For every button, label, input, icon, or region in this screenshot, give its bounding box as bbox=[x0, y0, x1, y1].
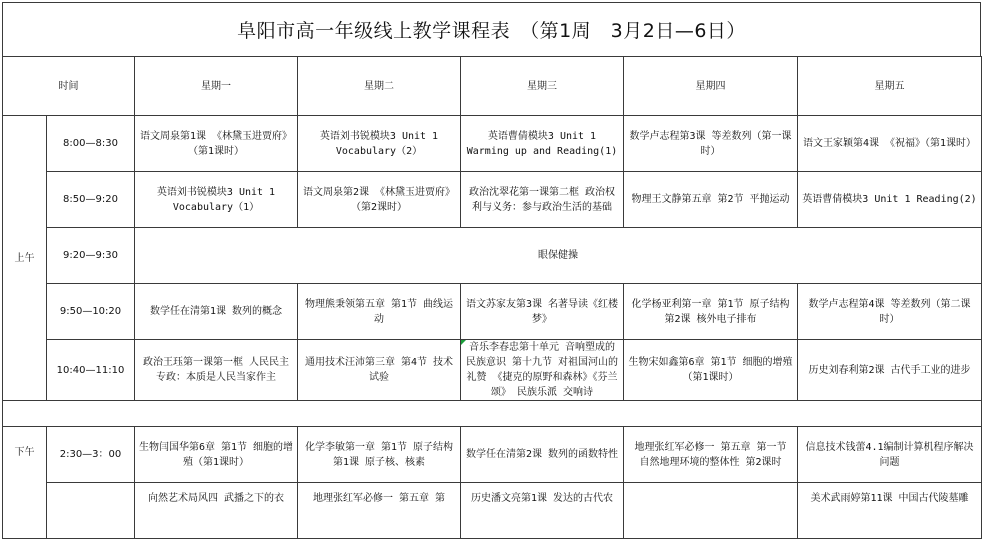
table-row bbox=[3, 284, 982, 340]
course-cell: 数学卢志程第4课 等差数列（第二课时） bbox=[798, 284, 982, 340]
course-cell: 语文周泉第1课 《林黛玉进贾府》（第1课时） bbox=[135, 116, 298, 172]
course-cell: 语文王家颖第4课 《祝福》（第1课时） bbox=[798, 116, 982, 172]
table-row bbox=[3, 340, 982, 401]
table-row bbox=[3, 172, 982, 228]
header-time: 时间 bbox=[3, 57, 135, 116]
period-label-afternoon: 下午 bbox=[3, 427, 47, 539]
header-day-thu: 星期四 bbox=[624, 57, 798, 116]
course-cell: 语文周泉第2课 《林黛玉进贾府》（第2课时） bbox=[298, 172, 461, 228]
course-cell: 美术武雨婷第11课 中国古代陵墓雕 bbox=[798, 483, 982, 539]
time-slot: 8:00—8:30 bbox=[47, 116, 135, 172]
course-cell: 生物宋如鑫第6章 第1节 细胞的增殖（第1课时） bbox=[624, 340, 798, 401]
course-cell: 物理熊秉领第五章 第1节 曲线运动 bbox=[298, 284, 461, 340]
header-day-mon: 星期一 bbox=[135, 57, 298, 116]
course-cell: 英语曹倩模块3 Unit 1 Reading(2) bbox=[798, 172, 982, 228]
time-slot: 10:40—11:10 bbox=[47, 340, 135, 401]
course-cell: 信息技术钱蕾4.1编制计算机程序解决问题 bbox=[798, 427, 982, 483]
timetable-title: 阜阳市高一年级线上教学课程表 （第1周 3月2日—6日） bbox=[2, 2, 981, 57]
course-cell: 音乐李春忠第十单元 音响塑成的民族意识 第十九节 对祖国河山的礼赞 《捷克的原野和森林》《芬兰颂》 民族乐派 交响诗 bbox=[461, 340, 624, 401]
eye-exercise-cell: 眼保健操 bbox=[135, 228, 982, 284]
time-slot bbox=[47, 483, 135, 539]
time-slot: 9:20—9:30 bbox=[47, 228, 135, 284]
period-label-morning: 上午 bbox=[3, 116, 47, 401]
table-row bbox=[3, 228, 982, 284]
course-cell: 政治王珏第一课第一框 人民民主专政：本质是人民当家作主 bbox=[135, 340, 298, 401]
header-day-wed: 星期三 bbox=[461, 57, 624, 116]
header-day-tue: 星期二 bbox=[298, 57, 461, 116]
break-cell bbox=[3, 401, 982, 427]
header-row bbox=[3, 57, 982, 116]
timetable-grid bbox=[2, 56, 982, 539]
course-cell: 生物闫国华第6章 第1节 细胞的增殖（第1课时） bbox=[135, 427, 298, 483]
course-cell: 历史潘文亮第1课 发达的古代农 bbox=[461, 483, 624, 539]
table-row bbox=[3, 116, 982, 172]
course-cell bbox=[624, 483, 798, 539]
course-cell: 政治沈翠花第一课第二框 政治权利与义务：参与政治生活的基础 bbox=[461, 172, 624, 228]
course-cell: 地理张红军必修一 第五章 第 bbox=[298, 483, 461, 539]
course-cell: 英语刘书锐模块3 Unit 1 Vocabulary（2） bbox=[298, 116, 461, 172]
table-row bbox=[3, 483, 982, 539]
course-cell: 英语曹倩模块3 Unit 1 Warming up and Reading(1) bbox=[461, 116, 624, 172]
header-day-fri: 星期五 bbox=[798, 57, 982, 116]
break-row bbox=[3, 401, 982, 427]
course-cell: 语文苏家友第3课 名著导读《红楼梦》 bbox=[461, 284, 624, 340]
course-cell: 向然艺术局风四 武播之下的衣 bbox=[135, 483, 298, 539]
course-cell: 物理王文静第五章 第2节 平抛运动 bbox=[624, 172, 798, 228]
course-cell: 数学任在清第2课 数列的函数特性 bbox=[461, 427, 624, 483]
course-cell: 数学任在清第1课 数列的概念 bbox=[135, 284, 298, 340]
course-cell: 地理张红军必修一 第五章 第一节 自然地理环境的整体性 第2课时 bbox=[624, 427, 798, 483]
time-slot: 2:30—3：00 bbox=[47, 427, 135, 483]
course-cell: 英语刘书锐模块3 Unit 1 Vocabulary（1） bbox=[135, 172, 298, 228]
course-cell: 数学卢志程第3课 等差数列（第一课时） bbox=[624, 116, 798, 172]
course-cell: 历史刘春利第2课 古代手工业的进步 bbox=[798, 340, 982, 401]
table-row bbox=[3, 427, 982, 483]
time-slot: 8:50—9:20 bbox=[47, 172, 135, 228]
time-slot: 9:50—10:20 bbox=[47, 284, 135, 340]
course-cell: 化学杨亚利第一章 第1节 原子结构 第2课 核外电子排布 bbox=[624, 284, 798, 340]
course-cell: 化学李敏第一章 第1节 原子结构 第1课 原子核、核素 bbox=[298, 427, 461, 483]
course-cell: 通用技术汪沛第三章 第4节 技术试验 bbox=[298, 340, 461, 401]
